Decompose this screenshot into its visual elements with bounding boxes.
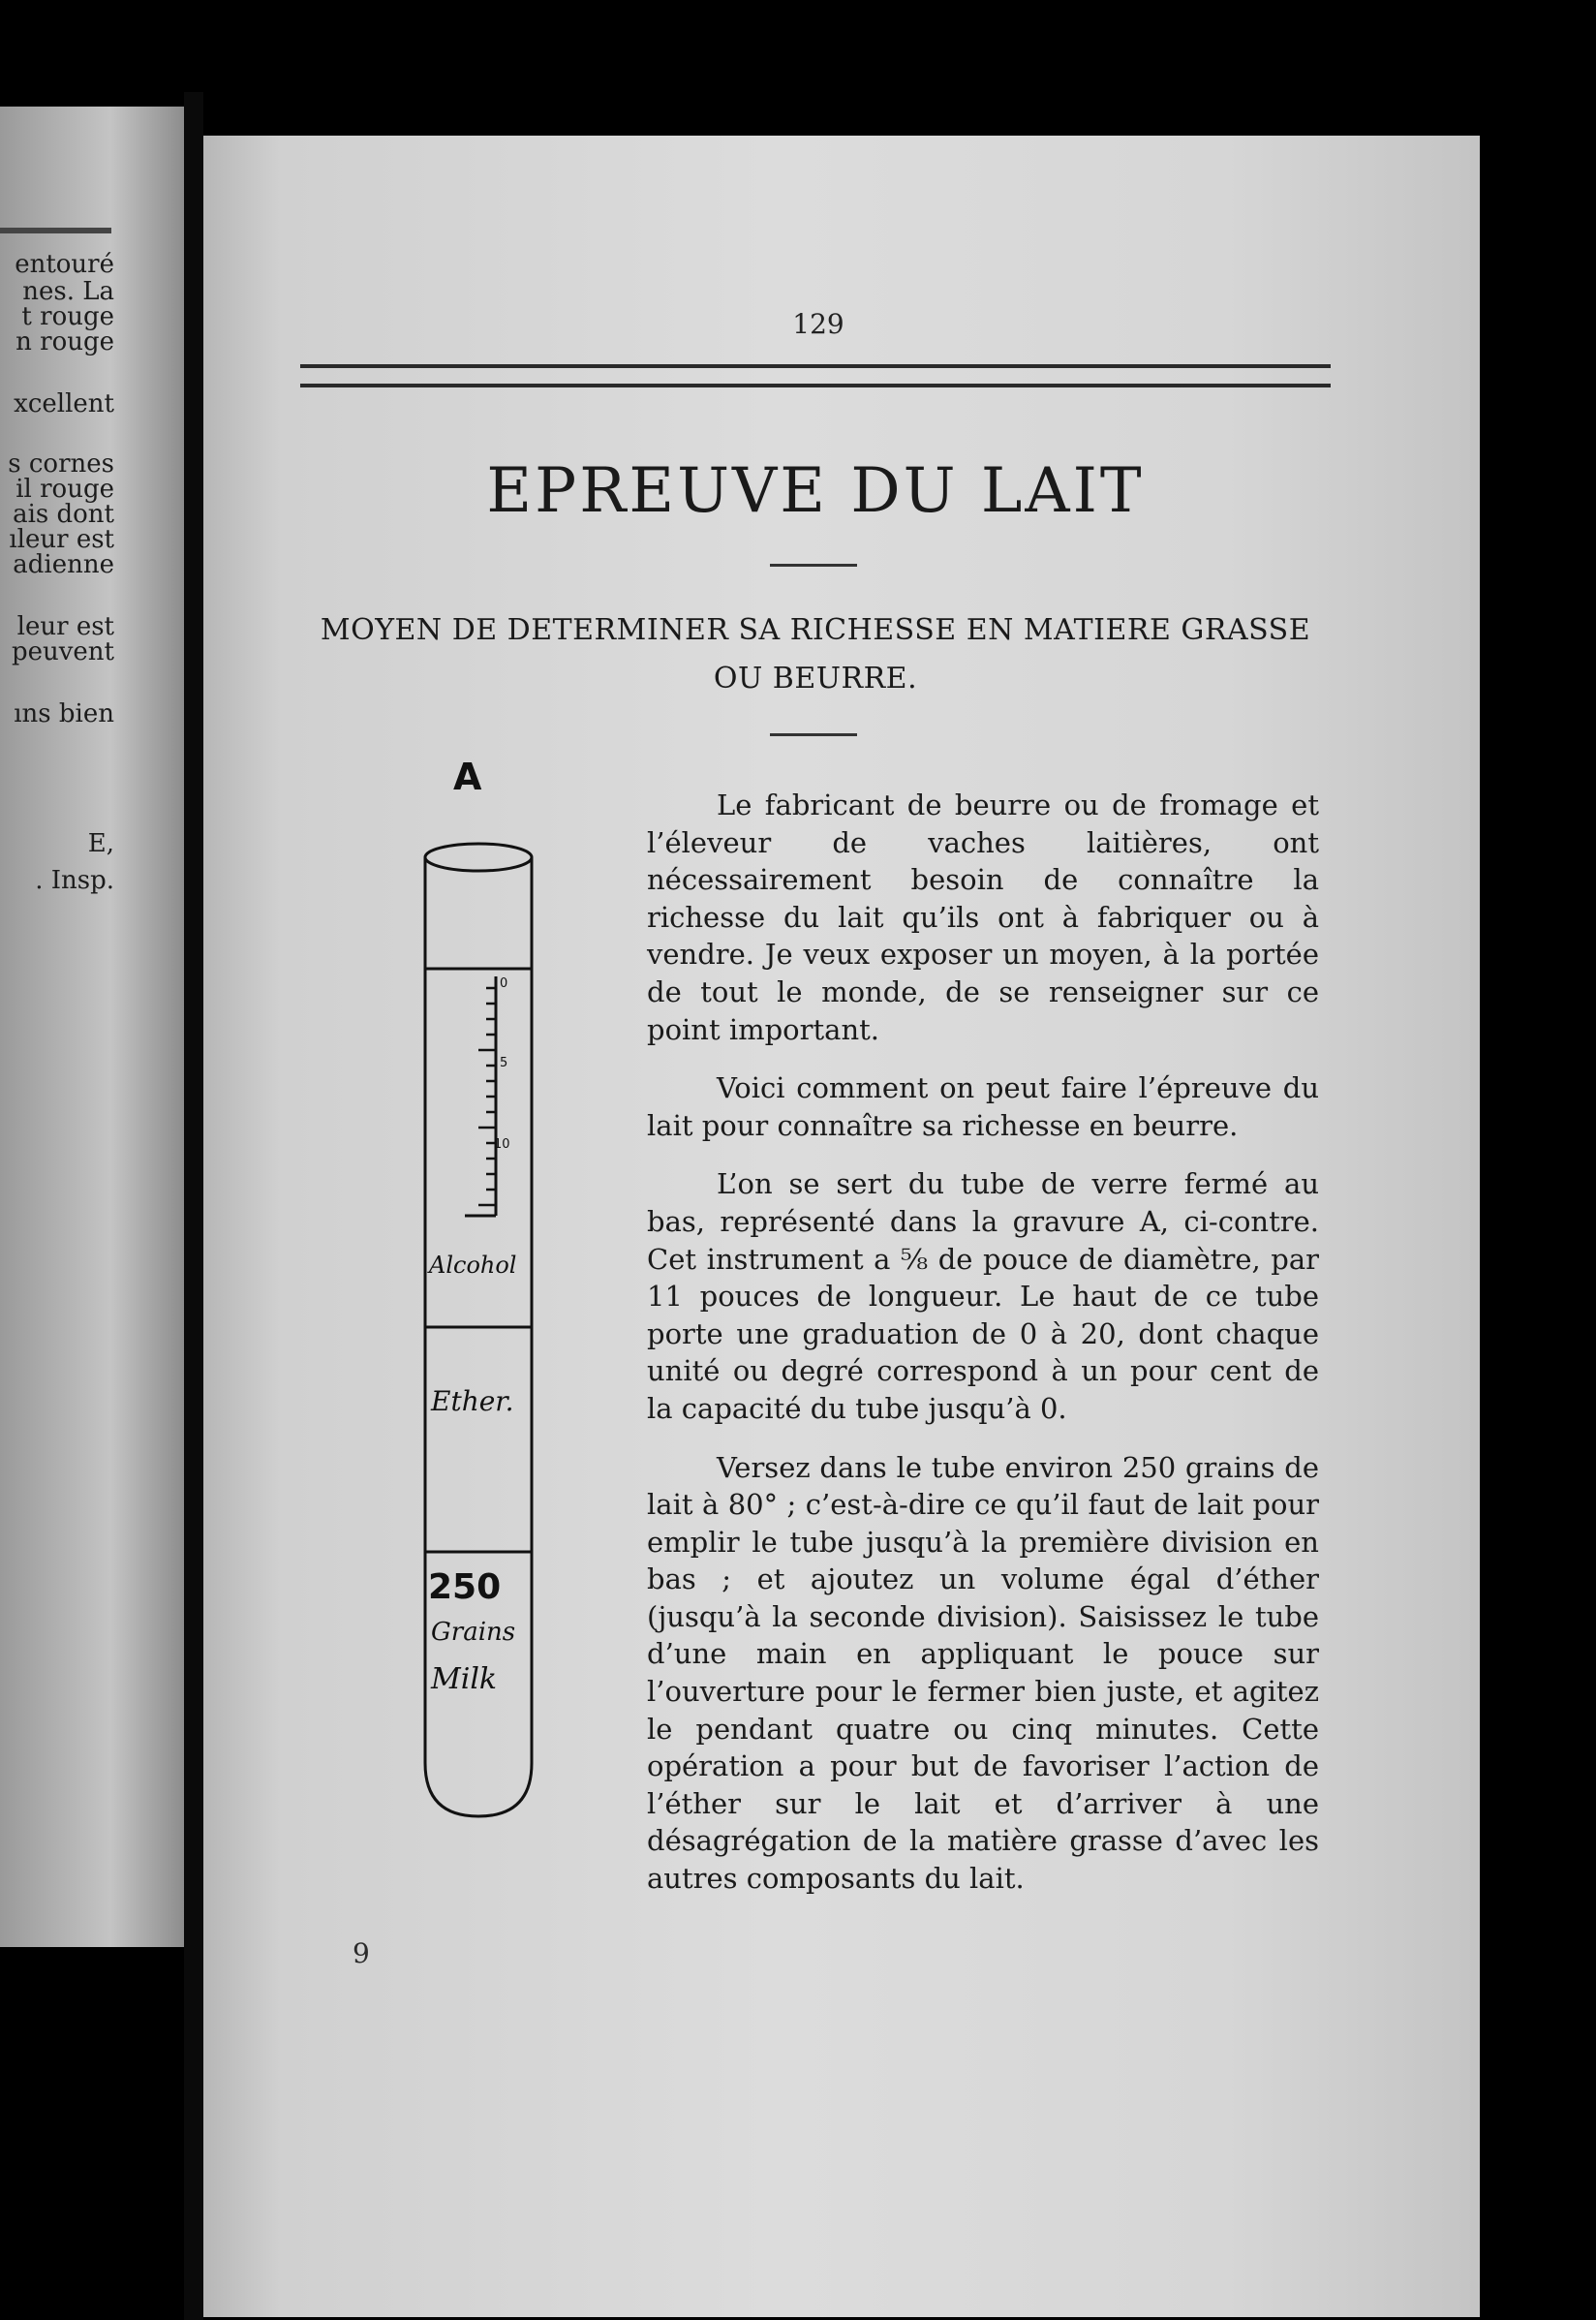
left-page-line: nes. La — [22, 277, 114, 306]
left-page-line: entouré — [15, 250, 114, 279]
left-page-line: E, — [87, 829, 114, 858]
scale-label-5: 5 — [500, 1056, 508, 1070]
left-page-line: il rouge — [15, 475, 114, 504]
page-title: EPREUVE DU LAIT — [486, 455, 1145, 527]
book-gutter — [184, 92, 203, 2320]
left-page-line: leur est — [16, 612, 114, 641]
left-page-line: ıns bien — [14, 699, 114, 728]
milk-label: Milk — [431, 1662, 498, 1696]
page-subtitle — [291, 606, 1340, 703]
ether-label: Ether. — [431, 1385, 514, 1417]
scale-label-10: 10 — [494, 1137, 510, 1152]
paragraph-3: L’on se sert du tube de verre fermé au bas, représenté dans la gravure A, ci-contre. Cet instrument a ⅝ de pouce de diamètre, par 11 pouces de longueur. Le haut de ce tube porte une graduation de 0 à 20, dont chaque unité ou degré correspond à un pour cent de la capacité du tube jusqu’à 0. — [647, 1167, 1319, 1425]
paragraph-4: Versez dans le tube environ 250 grains de lait à 80° ; c’est-à-dire ce qu’il faut de lait pour emplir le tube jusqu’à la première division en bas ; et ajoutez un volume égal d’éther (jusqu’à la seconde division). Saisissez le tube d’une main en appliquant le pouce sur l’ouverture pour le fermer bien juste, et agitez le pendant quatre ou cinq minutes. Cette opération a pour but de favoriser l’action de l’éther sur le lait et d’arriver à une désagrégation de la matière grasse d’avec les autres composants du lait. — [647, 1450, 1319, 1896]
subtitle-divider — [770, 733, 857, 736]
title-divider — [770, 564, 857, 567]
header-rule-top — [300, 364, 1331, 368]
left-page-line: n rouge — [15, 327, 114, 356]
signature-mark: 9 — [353, 1937, 370, 1969]
body-text — [647, 787, 1319, 1919]
figure-label: A — [453, 756, 482, 798]
header-rule-bottom — [300, 384, 1331, 387]
left-page-line: xcellent — [14, 389, 114, 418]
page-number: 129 — [792, 308, 844, 340]
left-page-line: adienne — [13, 550, 114, 579]
paragraph-2: Voici comment on peut faire l’épreuve du lait pour connaître sa richesse en beurre. — [647, 1071, 1319, 1142]
left-page-line: ıleur est — [9, 525, 114, 554]
subtitle-line-2: OU BEURRE. — [713, 662, 918, 696]
left-page-line: s cornes — [8, 449, 114, 479]
left-page-line: peuvent — [11, 637, 114, 666]
figure-tube-a — [387, 756, 581, 1831]
subtitle-line-1: MOYEN DE DETERMINER SA RICHESSE EN MATIERE GRASSE — [320, 613, 1311, 647]
left-page-rule — [0, 228, 111, 233]
left-page-line: t rouge — [21, 302, 114, 331]
amount-label: 250 — [428, 1567, 502, 1607]
grains-label: Grains — [431, 1618, 516, 1647]
left-page-line: ais dont — [13, 500, 114, 529]
paragraph-1: Le fabricant de beurre ou de fromage et l’éleveur de vaches laitières, ont nécessairement besoin de connaître la richesse du lait qu’ils ont à fabriquer ou à vendre. Je veux exposer un moyen, à la portée de tout le monde, de se renseigner sur ce point important. — [647, 789, 1319, 1046]
scale-label-0: 0 — [500, 976, 508, 991]
left-page-line: . Insp. — [35, 866, 114, 895]
alcohol-label: Alcohol — [429, 1252, 517, 1279]
left-facing-page — [0, 107, 187, 1947]
